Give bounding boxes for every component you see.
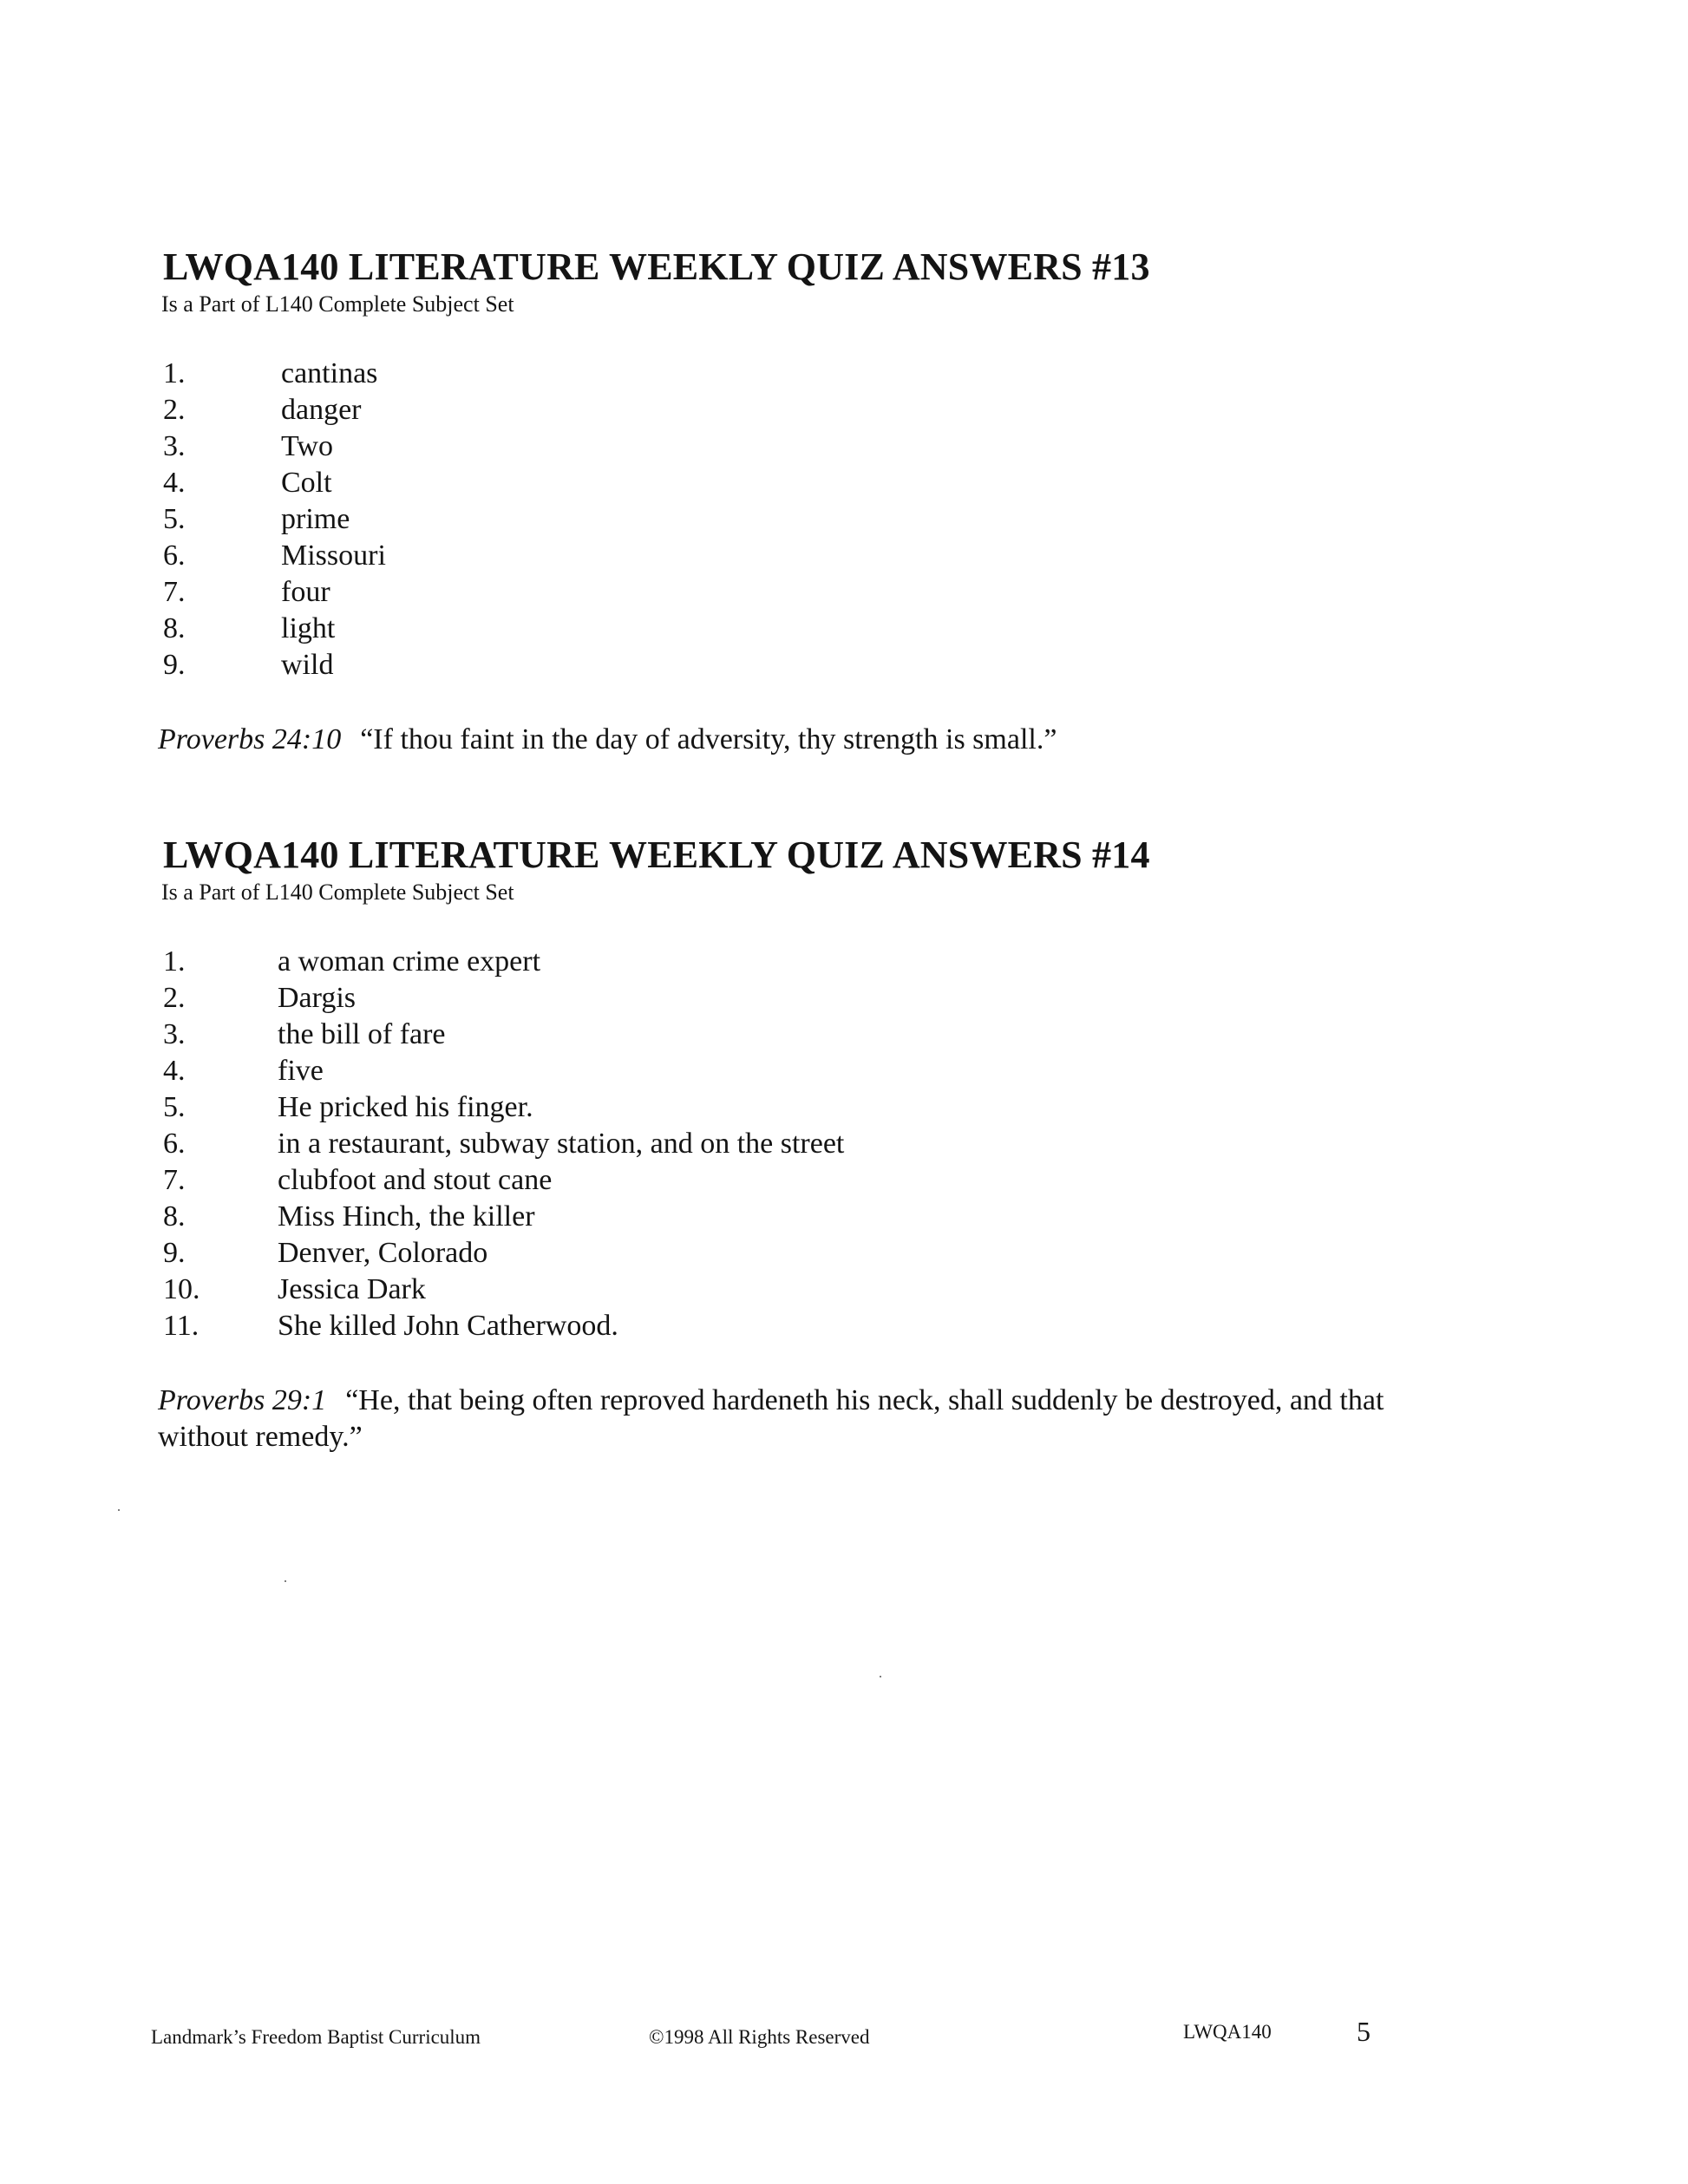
answer-text: Dargis	[278, 982, 357, 1014]
answer-number: 2.	[163, 394, 186, 426]
answer-text: Miss Hinch, the killer	[278, 1200, 535, 1233]
answer-text: danger	[281, 394, 362, 426]
answer-number: 9.	[163, 649, 186, 681]
answer-number: 5.	[163, 503, 186, 535]
answer-number: 7.	[163, 1164, 186, 1196]
verse-reference: Proverbs 24:10	[158, 723, 342, 755]
footer-code: LWQA140	[1183, 2021, 1272, 2043]
answer-number: 8.	[163, 612, 186, 644]
answer-text: four	[281, 576, 330, 608]
answer-number: 1.	[163, 357, 186, 389]
answer-text: Missouri	[281, 539, 386, 572]
answer-text: the bill of fare	[278, 1018, 446, 1050]
section-title: LWQA140 LITERATURE WEEKLY QUIZ ANSWERS #13	[163, 245, 1150, 288]
answer-text: He pricked his finger.	[278, 1091, 533, 1123]
scripture-verse	[158, 722, 1407, 758]
answer-text: five	[278, 1055, 324, 1087]
answer-text: Two	[281, 430, 333, 462]
answer-number: 8.	[163, 1200, 186, 1233]
scan-speck	[880, 1676, 881, 1677]
answer-text: Jessica Dark	[278, 1273, 426, 1305]
answer-number: 6.	[163, 539, 186, 572]
answer-text: wild	[281, 649, 334, 681]
answer-number: 9.	[163, 1237, 186, 1269]
answer-number: 7.	[163, 576, 186, 608]
answer-number: 11.	[163, 1310, 200, 1342]
answer-number: 3.	[163, 430, 186, 462]
answer-text: clubfoot and stout cane	[278, 1164, 553, 1196]
scripture-verse	[158, 1383, 1407, 1455]
section-subtitle: Is a Part of L140 Complete Subject Set	[161, 291, 514, 317]
footer-publisher: Landmark’s Freedom Baptist Curriculum	[151, 2026, 481, 2048]
answer-number: 3.	[163, 1018, 186, 1050]
answer-text: a woman crime expert	[278, 945, 541, 978]
answer-text: prime	[281, 503, 350, 535]
verse-text: “If thou faint in the day of adversity, thy strength is small.”	[360, 723, 1057, 755]
scan-speck	[118, 1509, 120, 1511]
answer-text: Colt	[281, 467, 332, 499]
answer-number: 10.	[163, 1273, 200, 1305]
verse-text: “He, that being often reproved hardeneth his neck, shall suddenly be destroyed, and that without remedy.”	[158, 1384, 1384, 1453]
answer-text: cantinas	[281, 357, 378, 389]
section-subtitle: Is a Part of L140 Complete Subject Set	[161, 879, 514, 905]
answer-number: 1.	[163, 945, 186, 978]
answer-number: 5.	[163, 1091, 186, 1123]
answer-number: 4.	[163, 1055, 186, 1087]
answer-text: light	[281, 612, 336, 644]
answer-text: Denver, Colorado	[278, 1237, 488, 1269]
answer-number: 2.	[163, 982, 186, 1014]
page-number: 5	[1357, 2016, 1371, 2047]
answer-text: in a restaurant, subway station, and on the street	[278, 1128, 845, 1160]
answer-number: 6.	[163, 1128, 186, 1160]
scan-speck	[285, 1580, 286, 1582]
footer-copyright: ©1998 All Rights Reserved	[649, 2026, 870, 2048]
answer-number: 4.	[163, 467, 186, 499]
verse-reference: Proverbs 29:1	[158, 1384, 327, 1416]
answer-text: She killed John Catherwood.	[278, 1310, 618, 1342]
section-title: LWQA140 LITERATURE WEEKLY QUIZ ANSWERS #14	[163, 834, 1150, 876]
